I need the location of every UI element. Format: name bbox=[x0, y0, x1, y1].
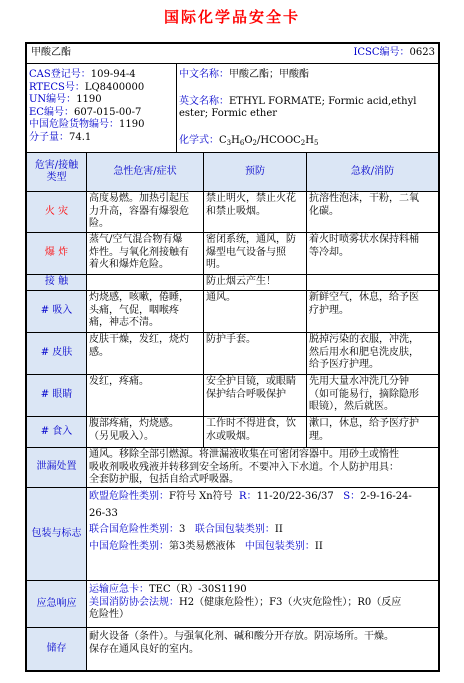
column-header-row bbox=[27, 153, 438, 192]
spill-text: 通风。移除全部引燃源。将泄漏液收集在可密闭容器中。用砂土或惰性 吸收剂吸收残液并转移到安全场所。不要冲入下水道。个人防护用具： 全套防护服，包括自给式呼吸器。 bbox=[89, 449, 399, 485]
molecular-weight: 分子量：74.1 bbox=[29, 131, 92, 143]
identifiers-row bbox=[27, 64, 438, 153]
exposure-aid: 脱掉污染的衣服，冲洗， 然后用水和肥皂洗皮肤， 给予医疗护理。 bbox=[309, 334, 419, 370]
nfpa-code: 美国消防协会法规：H2（健康危险性）；F3（火灾危险性）；R0（反应 bbox=[89, 596, 402, 608]
contact-aid bbox=[307, 275, 438, 290]
storage-label: 储存 bbox=[27, 628, 87, 670]
exposure-symptom: 灼烧感，咳嗽，倦睡， 头痛，气促，咽喉疼 痛，神志不清。 bbox=[87, 291, 204, 332]
exposure-row-ingestion bbox=[27, 417, 438, 448]
exposure-row-skin bbox=[27, 333, 438, 375]
exposure-aid: 新鲜空气，休息，给予医 疗护理。 bbox=[309, 292, 419, 316]
un-number: UN编号：1190 bbox=[29, 94, 102, 105]
exposure-prevent: 工作时不得进食，饮 水或吸烟。 bbox=[204, 417, 307, 447]
hazard-row-fire bbox=[27, 192, 438, 233]
exposure-row-inhalation bbox=[27, 291, 438, 333]
exposure-aid: 先用大量水冲洗几分钟 （如可能易行，摘除隐形 眼镜），然后就医。 bbox=[309, 376, 419, 412]
packaging-row bbox=[27, 488, 438, 581]
header-row bbox=[27, 44, 438, 64]
column-prevent: 预防 bbox=[204, 153, 307, 191]
exposure-symptom: 皮肤干燥，发红，烧灼 感。 bbox=[87, 333, 204, 374]
emergency-text bbox=[87, 581, 438, 627]
exposure-aid: 漱口，休息，给予医疗护 理。 bbox=[309, 418, 419, 442]
cas-number: CAS登记号：109-94-4 bbox=[29, 69, 136, 80]
cn-classification: 中国危险性类别：第3类易燃液体 中国包装类别：II bbox=[89, 540, 323, 552]
column-aid: 急救/消防 bbox=[307, 153, 438, 191]
chemical-name: 甲酸乙酯 bbox=[31, 47, 71, 58]
emergency-label: 应急响应 bbox=[27, 581, 87, 627]
id-column bbox=[27, 64, 177, 152]
chemical-formula: 化学式：$C_3H_6O_2/HCOOC_2H_5$ bbox=[179, 134, 319, 147]
eu-s-continued: 26-33 bbox=[89, 507, 118, 519]
hazard-symptom: 高度易燃。加热引起压 力升高，容器有爆裂危 险。 bbox=[87, 192, 204, 232]
contact-prevent: 防止烟云产生！ bbox=[204, 275, 307, 290]
storage-row bbox=[27, 628, 438, 670]
hazard-prevent: 禁止明火，禁止火花 和禁止吸烟。 bbox=[204, 192, 307, 232]
contact-row bbox=[27, 275, 438, 291]
contact-symptom bbox=[87, 275, 204, 290]
column-symptom: 急性危害/症状 bbox=[87, 153, 204, 191]
exposure-prevent: 防护手套。 bbox=[204, 333, 307, 374]
nfpa-code-cont: 危险性） bbox=[89, 609, 129, 620]
packaging-label: 包装与标志 bbox=[27, 488, 87, 580]
transport-card: 运输应急卡：TEC（R）-30S1190 bbox=[89, 584, 247, 595]
hazard-aid: 抗溶性泡沫，干粉，二氧 化碳。 bbox=[309, 193, 419, 217]
exposure-symptom: 腹部疼痛，灼烧感。 （另见吸入）。 bbox=[87, 417, 204, 447]
card-title: 国际化学品安全卡 bbox=[163, 8, 300, 26]
exposure-label: # 吸入 bbox=[27, 291, 87, 332]
exposure-label: # 食入 bbox=[27, 417, 87, 447]
eu-classification: 欧盟危险性类别：F符号 Xn符号 R：11-20/22-36/37 S：2-9-16-24- bbox=[89, 491, 412, 502]
un-classification: 联合国危险性类别：3 联合国包装类别：II bbox=[89, 524, 283, 535]
names-column bbox=[177, 64, 438, 152]
exposure-prevent: 通风。 bbox=[204, 291, 307, 332]
hazard-prevent: 密闭系统，通风，防 爆型电气设备与照 明。 bbox=[204, 233, 307, 274]
contact-label: 接 触 bbox=[27, 275, 87, 290]
chinese-name: 中文名称：甲酸乙酯；甲酸酯 bbox=[179, 69, 309, 80]
ec-number: EC编号：607-015-00-7 bbox=[29, 106, 142, 118]
hazard-row-explosion bbox=[27, 233, 438, 275]
exposure-row-eyes bbox=[27, 375, 438, 417]
exposure-label: # 皮肤 bbox=[27, 333, 87, 374]
exposure-label: # 眼睛 bbox=[27, 375, 87, 416]
safety-card bbox=[25, 42, 440, 672]
storage-text: 耐火设备（条件）。与强氧化剂、碱和酸分开存放。阴凉场所。干燥。 保存在通风良好的室内。 bbox=[89, 631, 394, 655]
cn-dangerous-goods-number: 中国危险货物编号：1190 bbox=[29, 119, 145, 130]
english-name-cont: ester; Formic ether bbox=[179, 108, 278, 119]
hazard-symptom: 蒸气/空气混合物有爆 炸性。与氧化剂接触有 着火和爆炸危险。 bbox=[87, 233, 204, 274]
rtecs-number: RTECS号：LQ8400000 bbox=[29, 81, 145, 93]
icsc-number: ICSC编号：0623 bbox=[353, 47, 435, 58]
spill-row bbox=[27, 448, 438, 488]
hazard-label: 火 灾 bbox=[27, 192, 87, 232]
hazard-label: 爆 炸 bbox=[27, 233, 87, 274]
emergency-row bbox=[27, 581, 438, 628]
spill-label: 泄漏处置 bbox=[27, 448, 87, 487]
exposure-symptom: 发红，疼痛。 bbox=[87, 375, 204, 416]
english-name: 英文名称：ETHYL FORMATE; Formic acid,ethyl bbox=[179, 95, 417, 107]
exposure-prevent: 安全护目镜，或眼睛 保护结合呼吸保护 bbox=[204, 375, 307, 416]
hazard-aid: 着火时喷雾状水保持料桶 等冷却。 bbox=[309, 234, 419, 258]
packaging-text bbox=[87, 488, 438, 580]
column-type: 危害/接触 类型 bbox=[27, 153, 87, 191]
